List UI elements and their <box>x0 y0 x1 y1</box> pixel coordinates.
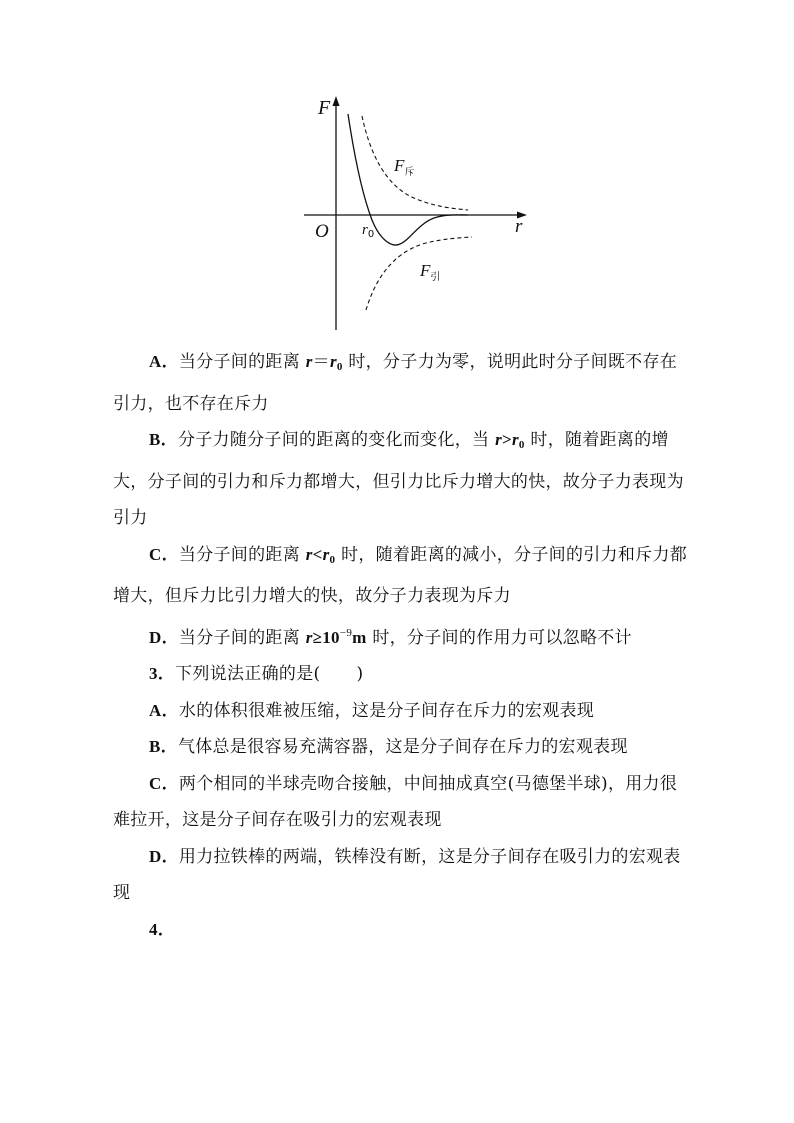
q4-number: 4． <box>149 919 176 939</box>
force-curve-diagram <box>296 94 532 334</box>
attraction-subscript: 引 <box>430 272 441 283</box>
q2-option-d: D．当分子间的距离 $r\ge 10^{-9}m$ 时，分子间的作用力可以忽略不计 <box>149 626 632 648</box>
svg-text:r0 <box>362 222 374 240</box>
question-text <box>113 344 693 948</box>
attraction-curve <box>366 237 472 310</box>
force-distance-figure <box>296 94 532 334</box>
q2-option-b: B．分子力随分子间的距离的变化而变化，当 r>r0 时，随着距离的增大，分子间的引力和斥力都增大，但引力比斥力增大的快，故分子力表现为引力 <box>113 430 684 528</box>
q3-option-a: A．水的体积很难被压缩，这是分子间存在斥力的宏观表现 <box>149 700 595 721</box>
q2-option-c: C．当分子间的距离 r<r0 时，随着距离的减小，分子间的引力和斥力都增大，但斥力比引力增大的快，故分子力表现为斥力 <box>113 544 688 606</box>
repulsion-subscript: 斥 <box>404 167 415 178</box>
attraction-label: F <box>420 261 431 280</box>
x-axis-label: r <box>515 216 523 237</box>
q3-option-d: D．用力拉铁棒的两端，铁棒没有断，这是分子间存在吸引力的宏观表现 <box>113 846 681 903</box>
svg-text:F斥 <box>393 156 414 178</box>
y-axis-label: F <box>318 97 331 119</box>
svg-text:F引 <box>419 261 440 283</box>
q3-option-c: C．两个相同的半球壳吻合接触，中间抽成真空(马德堡半球)，用力很难拉开，这是分子间存在吸引力的宏观表现 <box>113 773 678 830</box>
y-axis-arrow <box>333 96 340 106</box>
q2-option-a: A．当分子间的距离 r＝r0 时，分子力为零，说明此时分子间既不存在引力，也不存在斥力 <box>113 352 678 414</box>
r0-subscript: 0 <box>367 229 375 240</box>
r0-label: r <box>362 222 368 238</box>
origin-label: O <box>315 221 329 242</box>
q3-stem: 3．下列说法正确的是( ) <box>149 664 364 684</box>
repulsion-label: F <box>394 156 405 175</box>
q3-option-b: B．气体总是很容易充满容器，这是分子间存在斥力的宏观表现 <box>149 737 628 757</box>
repulsion-curve <box>362 116 468 210</box>
